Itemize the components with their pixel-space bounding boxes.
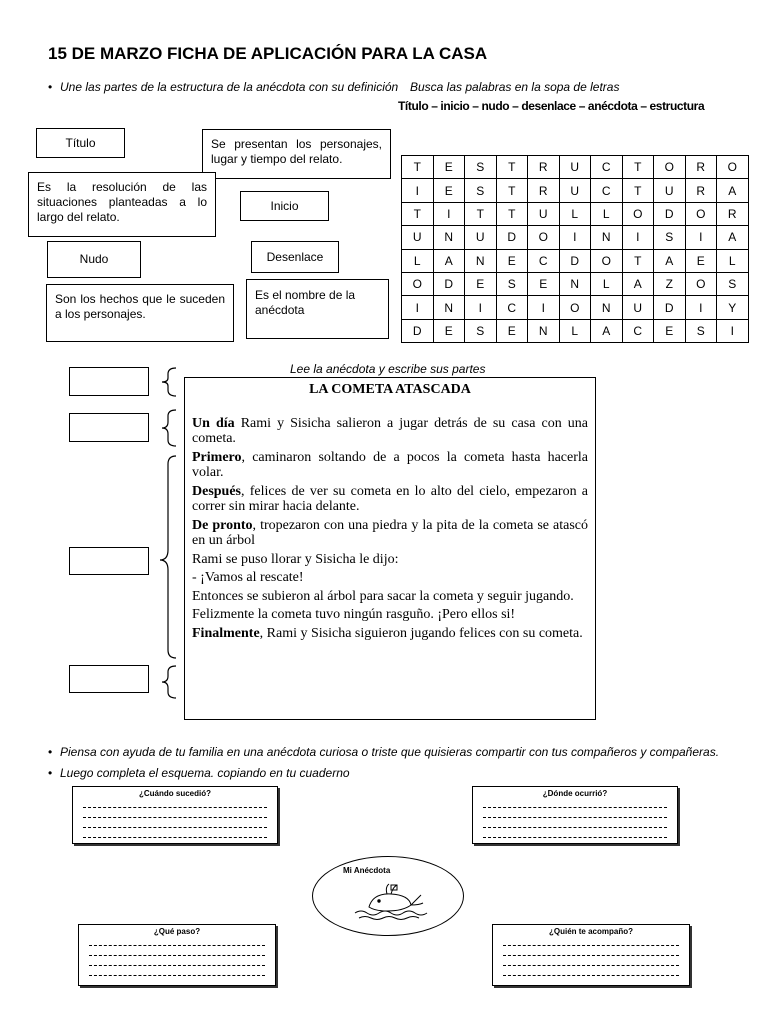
- grid-cell[interactable]: O: [591, 249, 623, 272]
- story-text: , tropezaron con una piedra y la pita de la cometa se atascó en un árbol: [192, 517, 588, 548]
- answer-box-inicio[interactable]: [69, 413, 149, 442]
- grid-cell[interactable]: L: [559, 202, 591, 225]
- grid-cell[interactable]: Y: [717, 296, 749, 319]
- grid-cell[interactable]: T: [622, 179, 654, 202]
- story-paragraph: [192, 570, 588, 586]
- grid-cell[interactable]: U: [559, 179, 591, 202]
- grid-cell[interactable]: T: [465, 202, 497, 225]
- story-paragraph: [192, 626, 588, 642]
- grid-cell[interactable]: D: [654, 296, 686, 319]
- grid-cell[interactable]: T: [622, 156, 654, 179]
- story-connector: Primero: [192, 449, 242, 465]
- grid-cell[interactable]: R: [685, 156, 717, 179]
- grid-cell[interactable]: C: [528, 249, 560, 272]
- grid-cell[interactable]: O: [685, 272, 717, 295]
- grid-row: [402, 272, 749, 295]
- grid-cell[interactable]: N: [591, 296, 623, 319]
- grid-cell[interactable]: N: [528, 319, 560, 342]
- grid-cell[interactable]: D: [433, 272, 465, 295]
- story-connector: Después: [192, 483, 242, 499]
- grid-cell[interactable]: N: [465, 249, 497, 272]
- grid-cell[interactable]: T: [622, 249, 654, 272]
- grid-cell[interactable]: R: [685, 179, 717, 202]
- card-what: [78, 924, 276, 986]
- grid-cell[interactable]: C: [496, 296, 528, 319]
- grid-cell[interactable]: D: [559, 249, 591, 272]
- card-when: [72, 786, 278, 844]
- brace-desenlace: [162, 666, 176, 698]
- story-instruction: Lee la anécdota y escribe sus partes: [290, 362, 486, 376]
- grid-cell[interactable]: I: [402, 296, 434, 319]
- brace-inicio: [162, 410, 176, 446]
- grid-cell[interactable]: T: [402, 202, 434, 225]
- story-text: Rami y Sisicha salieron a jugar detrás de su casa con una cometa.: [192, 415, 588, 446]
- grid-cell[interactable]: S: [717, 272, 749, 295]
- grid-cell[interactable]: L: [591, 202, 623, 225]
- instruction-think: • Piensa con ayuda de tu familia en una anécdota curiosa o triste que quisieras compartir con tus compañeros y compañeras.: [60, 745, 719, 759]
- grid-cell[interactable]: I: [685, 226, 717, 249]
- instruction-search: Busca las palabras en la sopa de letras: [410, 80, 620, 94]
- grid-cell[interactable]: D: [654, 202, 686, 225]
- answer-box-desenlace[interactable]: [69, 665, 149, 693]
- grid-cell[interactable]: A: [433, 249, 465, 272]
- story-connector: Un día: [192, 415, 235, 431]
- grid-cell[interactable]: L: [402, 249, 434, 272]
- story-paragraph: [192, 518, 588, 549]
- instruction-complete: • Luego completa el esquema. copiando en tu cuaderno: [60, 766, 350, 780]
- card-where-title: ¿Dónde ocurrió?: [542, 789, 608, 798]
- grid-cell[interactable]: I: [685, 296, 717, 319]
- grid-cell[interactable]: S: [496, 272, 528, 295]
- word-list: Título – inicio – nudo – desenlace – anécdota – estructura: [398, 99, 705, 113]
- grid-cell[interactable]: E: [685, 249, 717, 272]
- center-oval: [312, 856, 464, 936]
- grid-cell[interactable]: I: [433, 202, 465, 225]
- grid-row: [402, 249, 749, 272]
- story-text: , Rami y Sisicha siguieron jugando felices con su cometa.: [259, 625, 583, 641]
- match-box-hechos: Son los hechos que le suceden a los personajes.: [46, 284, 234, 342]
- grid-cell[interactable]: N: [433, 226, 465, 249]
- match-box-nudo: Nudo: [47, 241, 141, 278]
- story-paragraph: [192, 607, 588, 623]
- story-body: [192, 416, 588, 642]
- story-text: Felizmente la cometa tuvo ningún rasguño. ¡Pero ellos si!: [192, 607, 516, 622]
- grid-cell[interactable]: E: [496, 249, 528, 272]
- grid-cell[interactable]: S: [465, 179, 497, 202]
- grid-cell[interactable]: O: [654, 156, 686, 179]
- story-text: Entonces se subieron al árbol para sacar la cometa y seguir jugando.: [192, 588, 574, 604]
- match-box-inicio: Inicio: [240, 191, 329, 221]
- story-text: Rami se puso llorar y Sisicha le dijo:: [192, 551, 399, 567]
- grid-row: [402, 202, 749, 225]
- grid-cell[interactable]: E: [496, 319, 528, 342]
- card-who-title: ¿Quién te acompaño?: [548, 927, 633, 936]
- grid-cell[interactable]: T: [496, 179, 528, 202]
- grid-cell[interactable]: S: [654, 226, 686, 249]
- story-text: - ¡Vamos al rescate!: [192, 570, 304, 585]
- grid-row: [402, 296, 749, 319]
- grid-cell[interactable]: O: [717, 156, 749, 179]
- grid-cell[interactable]: E: [433, 156, 465, 179]
- card-what-title: ¿Qué paso?: [153, 927, 201, 936]
- story-connector: Finalmente: [192, 625, 260, 641]
- grid-cell[interactable]: E: [654, 319, 686, 342]
- grid-cell[interactable]: A: [654, 249, 686, 272]
- grid-cell[interactable]: I: [717, 319, 749, 342]
- grid-cell[interactable]: O: [559, 296, 591, 319]
- page-title: 15 DE MARZO FICHA DE APLICACIÓN PARA LA CASA: [48, 44, 488, 63]
- word-search-grid: [401, 155, 749, 343]
- grid-cell[interactable]: O: [622, 202, 654, 225]
- grid-cell[interactable]: R: [528, 179, 560, 202]
- grid-cell[interactable]: R: [717, 202, 749, 225]
- grid-cell[interactable]: I: [465, 296, 497, 319]
- grid-cell[interactable]: L: [717, 249, 749, 272]
- match-box-titulo: Título: [36, 128, 125, 158]
- grid-row: [402, 156, 749, 179]
- story-connector: De pronto: [192, 517, 253, 533]
- match-box-desenlace: Desenlace: [251, 241, 339, 273]
- grid-cell[interactable]: A: [591, 319, 623, 342]
- grid-cell[interactable]: L: [591, 272, 623, 295]
- brace-titulo: [162, 368, 176, 396]
- instruction-match: • Une las partes de la estructura de la anécdota con su definición: [60, 80, 398, 94]
- grid-cell[interactable]: I: [622, 226, 654, 249]
- match-box-presentan: Se presentan los personajes, lugar y tiempo del relato.: [202, 129, 391, 179]
- card-when-title: ¿Cuándo sucedió?: [139, 789, 211, 798]
- center-title: Mi Anécdota: [343, 866, 391, 875]
- grid-row: [402, 319, 749, 342]
- grid-cell[interactable]: R: [528, 156, 560, 179]
- grid-cell[interactable]: N: [559, 272, 591, 295]
- grid-cell[interactable]: U: [465, 226, 497, 249]
- grid-cell[interactable]: A: [717, 179, 749, 202]
- grid-cell[interactable]: D: [496, 226, 528, 249]
- answer-box-nudo[interactable]: [69, 547, 149, 575]
- grid-cell[interactable]: U: [654, 179, 686, 202]
- story-paragraph: [192, 484, 588, 515]
- match-box-resolucion: Es la resolución de las situaciones planteadas a lo largo del relato.: [28, 172, 216, 237]
- grid-cell[interactable]: S: [465, 156, 497, 179]
- story-title: LA COMETA ATASCADA: [309, 382, 471, 397]
- story-box: [184, 377, 596, 720]
- grid-cell[interactable]: E: [433, 179, 465, 202]
- grid-cell[interactable]: E: [465, 272, 497, 295]
- grid-row: [402, 179, 749, 202]
- grid-cell[interactable]: T: [496, 156, 528, 179]
- grid-cell[interactable]: E: [528, 272, 560, 295]
- grid-cell[interactable]: C: [622, 319, 654, 342]
- story-text: , felices de ver su cometa en lo alto del cielo, empezaron a correr sin mirar hacia delante.: [192, 483, 588, 514]
- grid-cell[interactable]: A: [622, 272, 654, 295]
- grid-cell[interactable]: I: [402, 179, 434, 202]
- grid-cell[interactable]: I: [559, 226, 591, 249]
- card-who: [492, 924, 690, 986]
- grid-cell[interactable]: O: [528, 226, 560, 249]
- grid-cell[interactable]: I: [528, 296, 560, 319]
- grid-cell[interactable]: Z: [654, 272, 686, 295]
- story-paragraph: [192, 416, 588, 447]
- grid-cell[interactable]: U: [528, 202, 560, 225]
- grid-cell[interactable]: C: [591, 179, 623, 202]
- grid-cell[interactable]: C: [591, 156, 623, 179]
- grid-cell[interactable]: S: [465, 319, 497, 342]
- match-box-nombre: Es el nombre de la anécdota: [246, 279, 389, 339]
- brace-nudo: [160, 456, 176, 658]
- grid-cell[interactable]: D: [402, 319, 434, 342]
- story-text: , caminaron soltando de a pocos la cometa hasta hacerla volar.: [192, 449, 588, 480]
- grid-cell[interactable]: N: [433, 296, 465, 319]
- grid-cell[interactable]: T: [496, 202, 528, 225]
- grid-cell[interactable]: S: [685, 319, 717, 342]
- grid-cell[interactable]: O: [402, 272, 434, 295]
- grid-cell[interactable]: E: [433, 319, 465, 342]
- grid-cell[interactable]: L: [559, 319, 591, 342]
- story-paragraph: [192, 450, 588, 481]
- grid-cell[interactable]: U: [402, 226, 434, 249]
- story-paragraph: [192, 589, 588, 605]
- grid-cell[interactable]: N: [591, 226, 623, 249]
- grid-cell[interactable]: A: [717, 226, 749, 249]
- whale-illustration: [351, 881, 431, 923]
- grid-cell[interactable]: U: [622, 296, 654, 319]
- grid-cell[interactable]: O: [685, 202, 717, 225]
- card-where: [472, 786, 678, 844]
- story-paragraph: [192, 552, 588, 568]
- grid-cell[interactable]: T: [402, 156, 434, 179]
- answer-box-titulo[interactable]: [69, 367, 149, 396]
- grid-row: [402, 226, 749, 249]
- grid-cell[interactable]: U: [559, 156, 591, 179]
